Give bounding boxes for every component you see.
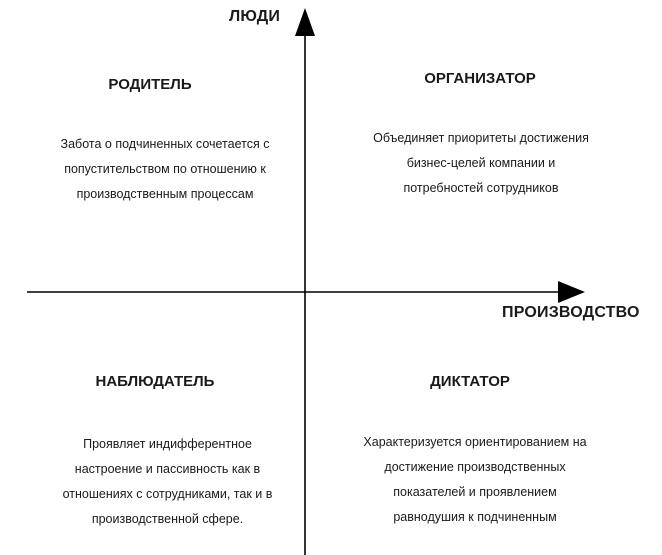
quadrant-observer-title: НАБЛЮДАТЕЛЬ [95,373,215,390]
description-line: Объединяет приоритеты достижения [373,131,589,145]
description-line: показателей и проявлением [393,485,557,499]
quadrant-observer-description [30,432,305,532]
quadrant-dictator-title: ДИКТАТОР [430,373,510,390]
description-line: Характеризуется ориентированием на [363,435,587,449]
description-line: попустительством по отношению к [64,162,266,176]
description-line: достижение производственных [384,460,566,474]
description-line: Проявляет индифферентное [83,437,252,451]
quadrant-parent-title: РОДИТЕЛЬ [108,76,192,93]
description-line: производственной сфере. [91,512,244,526]
quadrant-organizer-title: ОРГАНИЗАТОР [424,70,536,87]
description-line: равнодушия к подчиненным [393,510,557,524]
x-axis-label: ПРОИЗВОДСТВО [502,304,640,321]
quadrant-dictator-description [325,430,625,530]
description-line: производственным процессам [76,187,254,201]
y-axis-arrow-icon [295,8,315,36]
description-line: Забота о подчиненных сочетается с [60,137,270,151]
quadrant-organizer-description [345,126,617,201]
description-line: бизнес-целей компании и [406,156,556,170]
description-line: потребностей сотрудников [403,181,559,195]
description-line: настроение и пассивность как в [74,462,261,476]
quadrant-parent-description [40,132,290,207]
x-axis-arrow-icon [558,281,585,303]
description-line: отношениях с сотрудниками, так и в [62,487,273,501]
y-axis-label: ЛЮДИ [229,8,281,25]
